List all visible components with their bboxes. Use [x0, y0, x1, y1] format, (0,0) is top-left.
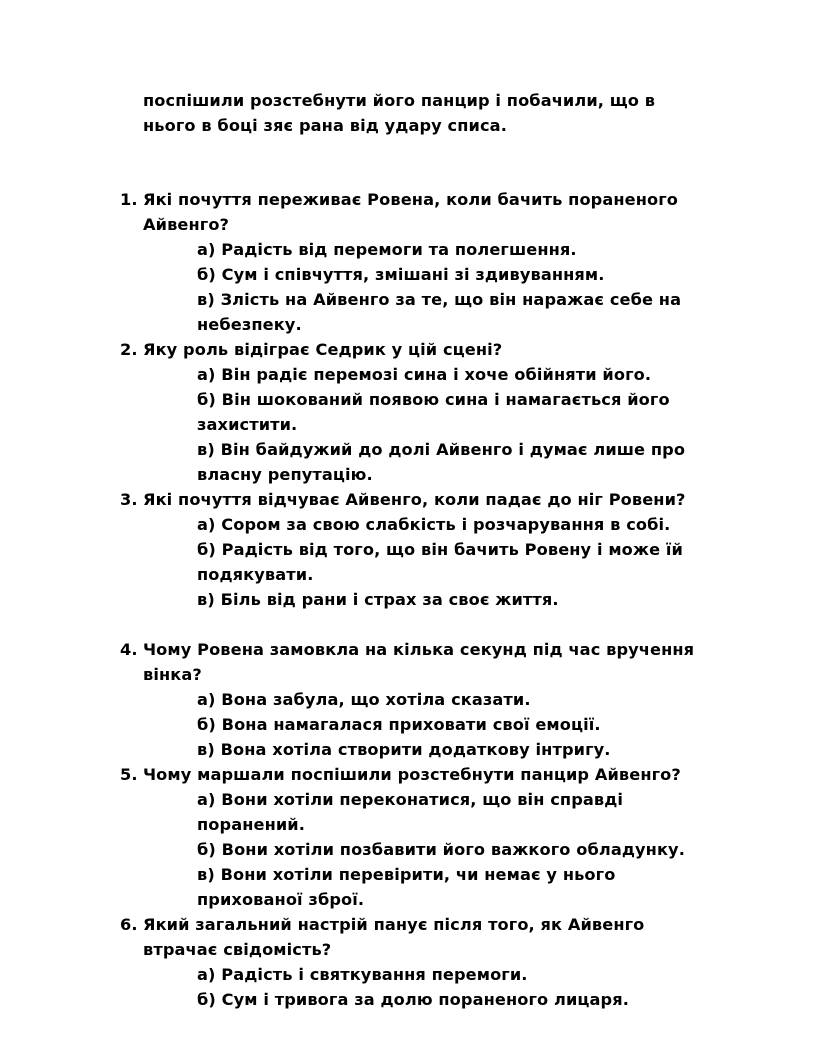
question-block: [120, 637, 716, 762]
question-heading: [120, 187, 716, 237]
question-number: 3.: [120, 490, 138, 509]
question-text: Який загальний настрій панує після того, як Айвенго втрачає свідомість?: [143, 915, 645, 959]
option-item[interactable]: б) Вони хотіли позбавити його важкого обладунку.: [197, 840, 685, 859]
question-number: 1.: [120, 190, 138, 209]
option-item[interactable]: в) Він байдужий до долі Айвенго і думає лише про власну репутацію.: [197, 440, 686, 484]
intro-paragraph-line-1: поспішили розстебнути його панцир і побачили, що в: [143, 91, 656, 110]
option-list: [120, 962, 716, 1012]
document-body: [120, 88, 716, 1012]
option-list: [120, 237, 716, 337]
question-block: [120, 337, 716, 487]
question-block: [120, 762, 716, 912]
question-heading: [120, 637, 716, 687]
question-number: 4.: [120, 640, 138, 659]
option-list: [120, 787, 716, 912]
question-block: [120, 187, 716, 337]
question-number: 6.: [120, 915, 138, 934]
question-heading: [120, 762, 716, 787]
question-heading: [120, 487, 716, 512]
question-number: 2.: [120, 340, 138, 359]
intro-paragraph: [143, 88, 716, 138]
question-text: Яку роль відіграє Седрик у цій сцені?: [143, 340, 503, 359]
question-heading: [120, 337, 716, 362]
question-text: Чому маршали поспішили розстебнути панцир Айвенго?: [143, 765, 681, 784]
option-item[interactable]: в) Біль від рани і страх за своє життя.: [197, 590, 559, 609]
question-number: 5.: [120, 765, 138, 784]
option-list: [120, 512, 716, 612]
question-text: Чому Ровена замовкла на кілька секунд під час вручення вінка?: [143, 640, 695, 684]
option-list: [120, 362, 716, 487]
option-item[interactable]: а) Радість від перемоги та полегшення.: [197, 240, 577, 259]
option-item[interactable]: б) Він шокований появою сина і намагається його захистити.: [197, 390, 670, 434]
option-item[interactable]: в) Вони хотіли перевірити, чи немає у нього прихованої зброї.: [197, 865, 616, 909]
question-block: [120, 487, 716, 612]
question-text: Які почуття відчуває Айвенго, коли падає до ніг Ровени?: [143, 490, 686, 509]
option-item[interactable]: а) Сором за свою слабкість і розчарування в собі.: [197, 515, 671, 534]
question-heading: [120, 912, 716, 962]
list-group-spacer: [120, 612, 716, 637]
option-item[interactable]: б) Радість від того, що він бачить Ровену і може їй подякувати.: [197, 540, 683, 584]
option-item[interactable]: б) Сум і співчуття, змішані зі здивуванням.: [197, 265, 605, 284]
question-text: Які почуття переживає Ровена, коли бачить пораненого Айвенго?: [143, 190, 679, 234]
intro-list-spacer: [120, 138, 716, 187]
option-item[interactable]: а) Вони хотіли переконатися, що він справді поранений.: [197, 790, 624, 834]
option-item[interactable]: б) Вона намагалася приховати свої емоції.: [197, 715, 601, 734]
option-list: [120, 687, 716, 762]
option-item[interactable]: б) Сум і тривога за долю пораненого лицаря.: [197, 990, 629, 1009]
option-item[interactable]: в) Злість на Айвенго за те, що він наражає себе на небезпеку.: [197, 290, 682, 334]
option-item[interactable]: а) Радість і святкування перемоги.: [197, 965, 528, 984]
question-block: [120, 912, 716, 1012]
option-item[interactable]: а) Він радіє перемозі сина і хоче обійняти його.: [197, 365, 652, 384]
option-item[interactable]: а) Вона забула, що хотіла сказати.: [197, 690, 531, 709]
intro-paragraph-line-2: нього в боці зяє рана від удару списа.: [143, 116, 507, 135]
option-item[interactable]: в) Вона хотіла створити додаткову інтригу.: [197, 740, 611, 759]
